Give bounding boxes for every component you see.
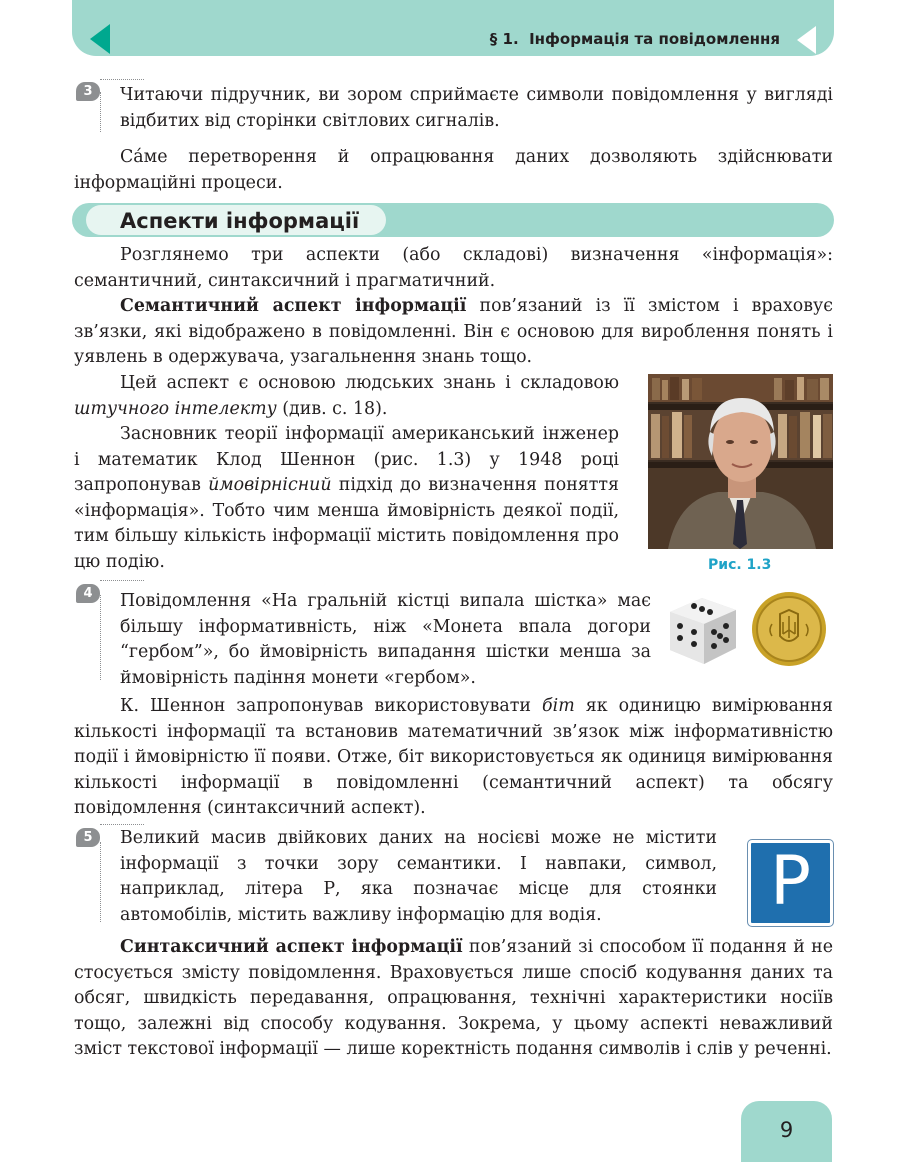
paragraph bbox=[74, 422, 619, 575]
forward-arrow-icon[interactable] bbox=[797, 26, 816, 54]
note-divider bbox=[100, 580, 144, 581]
paragraph bbox=[74, 935, 833, 1063]
coin-image bbox=[750, 590, 828, 672]
parking-sign-image bbox=[748, 840, 833, 926]
note-rule bbox=[100, 92, 101, 132]
paragraph bbox=[74, 694, 833, 822]
note-badge-5: 5 bbox=[76, 828, 100, 847]
running-header-title bbox=[480, 30, 780, 48]
note-badge-3: 3 bbox=[76, 82, 100, 101]
term-semantic: Семантичний аспект інформації bbox=[120, 296, 467, 316]
section-number: § 1. bbox=[489, 30, 519, 48]
dice-image bbox=[662, 592, 742, 672]
note-divider bbox=[100, 79, 144, 80]
paragraph-text: підхід до визначення поняття «інформація». Тобто чим менша ймовірність деякої події, тим більшу кількість інформації містить повідомлення про цю подію. bbox=[74, 475, 619, 572]
emphasis: ймовірнісний bbox=[208, 475, 332, 495]
note-3-text: Читаючи підручник, ви зором сприймаєте символи повідомлення у вигляді відбитих від сторінки світлових сигналів. bbox=[120, 85, 833, 131]
paragraph-text: Цей аспект є основою людських знань і складовою bbox=[120, 373, 619, 393]
paragraph-text: К. Шеннон запропонував використовувати bbox=[120, 696, 543, 716]
paragraph bbox=[74, 294, 833, 371]
paragraph: Розглянемо три аспекти (або складові) визначення «інформація»: семантичний, синтаксичний і прагматичний. bbox=[74, 245, 833, 291]
note-rule bbox=[100, 842, 101, 922]
page-number: 9 bbox=[779, 1118, 794, 1142]
section-title-text: Інформація та повідомлення bbox=[529, 30, 780, 48]
back-arrow-icon[interactable] bbox=[90, 24, 110, 54]
shannon-photo bbox=[648, 374, 833, 549]
paragraph-text: Засновник теорії інформації американський інженер і математик Клод Шеннон (рис. 1.3) у 1948 році запропонував bbox=[74, 424, 619, 495]
note-rule bbox=[100, 595, 101, 680]
note-5-text: Великий масив двійкових даних на носієві може не містити інформації з точки зору семантики. І навпаки, символ, наприклад, літера Р, яка позначає місце для стоянки автомобілів, містить важливу інформацію для водія. bbox=[120, 828, 717, 925]
note-divider bbox=[100, 824, 144, 825]
paragraph-text: як одиницю вимірювання кількості інформації та встановив математичний зв’язок між інформативністю події і ймовірністю її появи. Отже, біт використовується як одиниця вимірювання кількості інформації в повідомленні (семантичний аспект) та обсягу повідомлення (синтаксичний аспект). bbox=[74, 696, 833, 818]
term-syntactic: Синтаксичний аспект інформації bbox=[120, 937, 463, 957]
emphasis: штучного інтелекту bbox=[74, 398, 277, 419]
note-4-text: Повідомлення «На гральній кістці випала шістка» має більшу інформативність, ніж «Монета впала догори “гербом”», бо ймовірність випадання шістки менша за ймовірність падіння монети «гербом». bbox=[120, 591, 651, 688]
figure-caption: Рис. 1.3 bbox=[708, 557, 772, 573]
paragraph: Са́ме перетворення й опрацювання даних дозволяють здійснювати інформаційні процеси. bbox=[74, 147, 833, 193]
paragraph-text: пов’язаний зі способом її подання й не стосується змісту повідомлення. Враховується лише спосіб кодування даних та обсяг, швидкість передавання, опрацювання, технічні характеристики носіїв тощо, залежні від способу кодування. Зокрема, у цьому аспекті неважливий зміст текстової інформації — лише коректність подання символів і слів у реченні. bbox=[74, 937, 833, 1059]
emphasis: біт bbox=[542, 696, 575, 716]
note-badge-4: 4 bbox=[76, 584, 100, 603]
paragraph-text: (див. с. 18). bbox=[276, 398, 388, 419]
paragraph-text: пов’язаний із її змістом і враховує зв’язки, які відображено в повідомленні. Він є основою для вироблення понять і уявлень в одержувача, узагальнення знань тощо. bbox=[74, 296, 833, 367]
parking-sign-letter: P bbox=[769, 842, 811, 921]
section-heading: Аспекти інформації bbox=[120, 209, 360, 233]
paragraph bbox=[74, 371, 619, 422]
